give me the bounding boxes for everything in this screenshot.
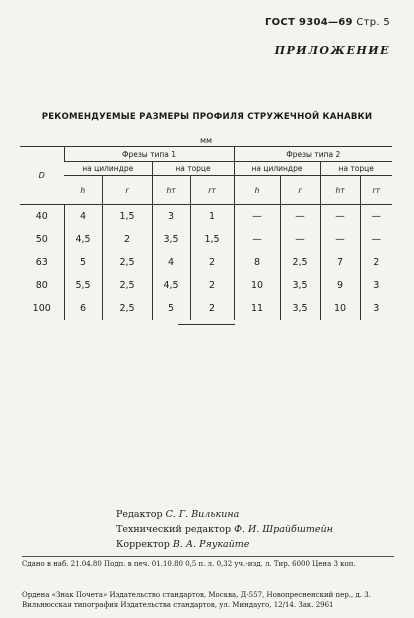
col-header: hт [152,176,190,205]
table-cell: 2,5 [102,251,152,274]
table-cell: — [360,228,392,251]
table-cell: 3 [360,297,392,320]
credit-proofreader [116,537,333,552]
credit-role: Корректор [116,539,170,550]
footer-rule [22,556,394,557]
production-info: Сдано в наб. 21.04.80 Подп. в печ. 01.10.80 0,5 п. л. 0,32 уч.-изд. л. Тир. 6000 Цена 3 коп. [22,560,356,568]
table-cell: — [280,205,320,229]
group-header-type1: Фрезы типа 1 [64,147,234,162]
table-cell: 2,5 [102,297,152,320]
table-cell: 2 [102,228,152,251]
group-header-type2: Фрезы типа 2 [234,147,392,162]
table-row [20,297,392,320]
col-header: h [234,176,280,205]
table-cell: 63 [35,257,48,268]
table-cell: 2 [360,251,392,274]
appendix-label: ПРИЛОЖЕНИЕ [274,44,390,57]
table-cell: 6 [64,297,102,320]
table-cell: — [320,205,360,229]
printer-line: Вильнюсская типография Издательства стандартов, ул. Миндауго, 12/14. Зак. 2961 [22,601,334,609]
table-cell: 2 [190,251,234,274]
table-cell: 2,5 [102,274,152,297]
table-title: РЕКОМЕНДУЕМЫЕ РАЗМЕРЫ ПРОФИЛЯ СТРУЖЕЧНОЙ КАНАВКИ [41,112,373,122]
table-cell: — [360,205,392,229]
page-number: Стр. 5 [356,17,390,28]
table-cell: 2 [190,274,234,297]
credit-name: В. А. Ряукайте [172,539,250,550]
table-cell: 8 [234,251,280,274]
subgroup-header: на торце [152,162,234,176]
table-row [20,251,392,274]
table-cell: 3 [360,274,392,297]
credit-name: Ф. И. Шрайбштейн [234,524,333,535]
table-cell: 1,5 [102,205,152,229]
credit-role: Технический редактор [116,524,232,535]
credit-editor [116,507,333,522]
credit-role: Редактор [116,509,163,520]
unit-label: мм [200,136,213,145]
col-header-d: D [20,147,64,205]
groove-profile-table [20,146,392,320]
table-cell: 4 [152,251,190,274]
table-row [20,205,392,229]
col-header: h [64,176,102,205]
table-cell: — [234,205,280,229]
table-cell: 7 [320,251,360,274]
table-cell: 5 [152,297,190,320]
credit-tech-editor [116,522,333,537]
table-cell: 2 [190,297,234,320]
table-cell: 100 [32,303,51,314]
col-header: rт [190,176,234,205]
table-cell: 9 [320,274,360,297]
table-cell: 4 [64,205,102,229]
printing-info [22,590,371,610]
credit-name: С. Г. Вилькина [165,509,240,520]
table-cell: 3,5 [280,274,320,297]
table-cell: 50 [35,234,48,245]
standard-number: ГОСТ 9304—69 [264,17,353,28]
col-header: rт [360,176,392,205]
table-cell: 3 [152,205,190,229]
table-row [20,228,392,251]
table-cell: — [280,228,320,251]
table-cell: — [234,228,280,251]
section-divider [178,324,235,325]
table-cell: 1 [190,205,234,229]
table-cell: 4,5 [64,228,102,251]
table-cell: 2,5 [280,251,320,274]
subgroup-header: на торце [320,162,392,176]
table-cell: 1,5 [190,228,234,251]
subgroup-header: на цилиндре [64,162,152,176]
credits-block [116,507,333,552]
table-cell: 5,5 [64,274,102,297]
table-cell: 40 [20,205,64,229]
table-cell: 4,5 [152,274,190,297]
table-cell: — [320,228,360,251]
page-header [265,17,390,28]
table-cell: 3,5 [152,228,190,251]
table-row [20,274,392,297]
table-cell: 11 [234,297,280,320]
col-header: hт [320,176,360,205]
table-cell: 10 [234,274,280,297]
table-cell: 5 [64,251,102,274]
subgroup-header: на цилиндре [234,162,320,176]
col-header: r [280,176,320,205]
col-header: r [102,176,152,205]
table-cell: 80 [35,280,48,291]
table-cell: 3,5 [280,297,320,320]
publisher-line: Ордена «Знак Почета» Издательство стандартов, Москва, Д-557, Новопресненский пер., д. 3. [22,591,371,599]
table-cell: 10 [320,297,360,320]
